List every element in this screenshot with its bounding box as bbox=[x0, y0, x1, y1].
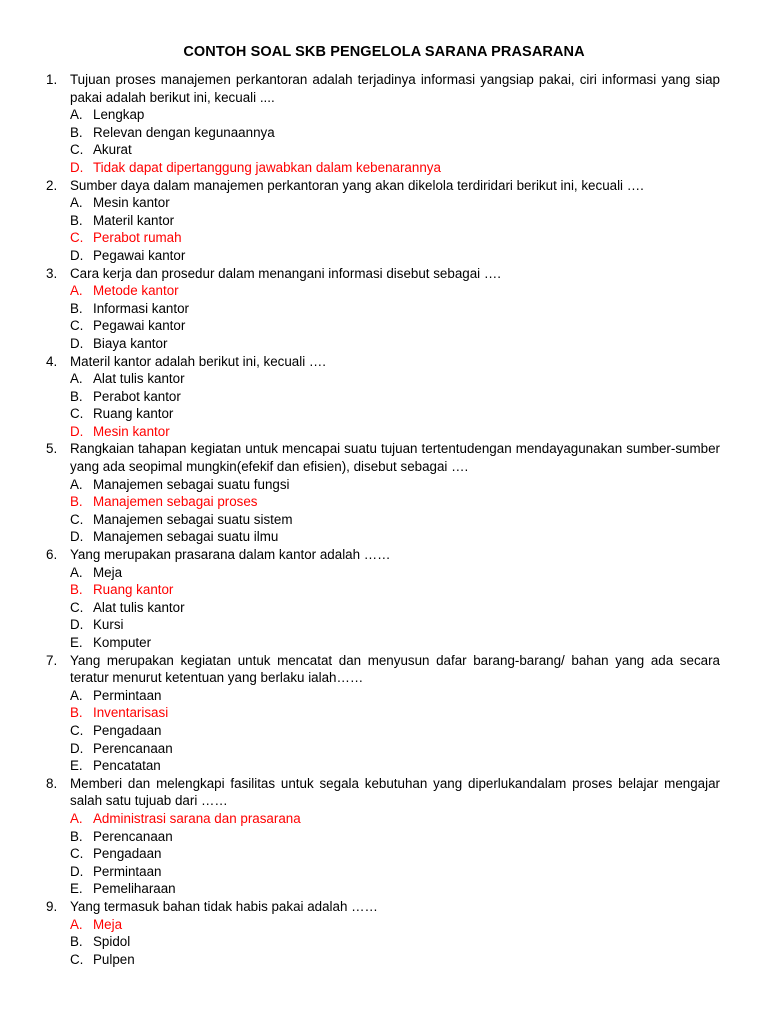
question-list bbox=[0, 71, 768, 968]
option-text: Akurat bbox=[93, 142, 132, 158]
answer-option bbox=[0, 845, 768, 863]
option-text: Metode kantor bbox=[93, 283, 179, 299]
option-letter: B. bbox=[70, 494, 83, 510]
option-text: Pegawai kantor bbox=[93, 318, 186, 334]
option-letter: D. bbox=[70, 529, 84, 545]
answer-option-correct bbox=[0, 229, 768, 247]
option-text: Ruang kantor bbox=[93, 582, 174, 598]
question-stem bbox=[0, 71, 768, 106]
answer-option-correct bbox=[0, 423, 768, 441]
option-letter: A. bbox=[70, 916, 83, 932]
question-text: Cara kerja dan prosedur dalam menangani informasi disebut sebagai …. bbox=[70, 265, 501, 281]
answer-option bbox=[0, 300, 768, 318]
option-letter: A. bbox=[70, 810, 83, 826]
option-text: Pemeliharaan bbox=[93, 881, 176, 897]
question-text: Sumber daya dalam manajemen perkantoran yang akan dikelola terdiridari berikut ini, kecuali …. bbox=[70, 177, 644, 193]
answer-option bbox=[0, 476, 768, 494]
option-letter: A. bbox=[70, 687, 83, 703]
answer-option bbox=[0, 124, 768, 142]
answer-option bbox=[0, 863, 768, 881]
answer-option-correct bbox=[0, 282, 768, 300]
option-letter: A. bbox=[70, 564, 83, 580]
question-text: Materil kantor adalah berikut ini, kecuali …. bbox=[70, 353, 327, 369]
answer-option bbox=[0, 722, 768, 740]
question-stem bbox=[0, 546, 768, 564]
option-letter: B. bbox=[70, 582, 83, 598]
option-letter: A. bbox=[70, 371, 83, 387]
document-title: CONTOH SOAL SKB PENGELOLA SARANA PRASARANA bbox=[183, 44, 585, 60]
option-text: Pengadaan bbox=[93, 846, 162, 862]
question-item bbox=[0, 652, 768, 775]
answer-option-correct bbox=[0, 810, 768, 828]
question-number: 4. bbox=[46, 353, 58, 369]
option-letter: C. bbox=[70, 951, 84, 967]
answer-option-correct bbox=[0, 704, 768, 722]
question-stem bbox=[0, 353, 768, 371]
answer-option bbox=[0, 616, 768, 634]
option-text: Meja bbox=[93, 564, 123, 580]
option-letter: B. bbox=[70, 388, 83, 404]
option-text: Tidak dapat dipertanggung jawabkan dalam kebenarannya bbox=[93, 159, 441, 175]
option-text: Perencanaan bbox=[93, 828, 173, 844]
option-text: Manajemen sebagai suatu fungsi bbox=[93, 476, 290, 492]
question-text: Rangkaian tahapan kegiatan untuk mencapai suatu tujuan tertentudengan mendayagunakan sumber-sumber yang ada seopimal mungkin(efekif dan efisien), disebut sebagai …. bbox=[70, 441, 720, 475]
option-letter: B. bbox=[70, 705, 83, 721]
option-text: Meja bbox=[93, 916, 123, 932]
option-letter: C. bbox=[70, 318, 84, 334]
question-item bbox=[0, 440, 768, 546]
option-text: Manajemen sebagai suatu ilmu bbox=[93, 529, 279, 545]
question-stem bbox=[0, 652, 768, 687]
question-text: Yang termasuk bahan tidak habis pakai adalah …… bbox=[70, 898, 378, 914]
option-letter: E. bbox=[70, 881, 83, 897]
answer-option bbox=[0, 933, 768, 951]
option-text: Ruang kantor bbox=[93, 406, 174, 422]
answer-option bbox=[0, 335, 768, 353]
answer-option bbox=[0, 880, 768, 898]
answer-option bbox=[0, 388, 768, 406]
option-letter: D. bbox=[70, 159, 84, 175]
option-text: Permintaan bbox=[93, 687, 162, 703]
answer-option bbox=[0, 828, 768, 846]
answer-option bbox=[0, 212, 768, 230]
answer-option bbox=[0, 757, 768, 775]
question-number: 9. bbox=[46, 898, 58, 914]
option-letter: A. bbox=[70, 107, 83, 123]
option-letter: D. bbox=[70, 423, 84, 439]
answer-option bbox=[0, 141, 768, 159]
question-stem bbox=[0, 440, 768, 475]
question-stem bbox=[0, 265, 768, 283]
question-item bbox=[0, 71, 768, 177]
option-text: Komputer bbox=[93, 635, 152, 650]
option-text: Manajemen sebagai suatu sistem bbox=[93, 511, 293, 527]
option-text: Relevan dengan kegunaannya bbox=[93, 124, 275, 140]
question-number: 1. bbox=[46, 72, 58, 87]
question-item bbox=[0, 898, 768, 968]
option-letter: D. bbox=[70, 247, 84, 263]
option-text: Alat tulis kantor bbox=[93, 371, 185, 387]
option-letter: C. bbox=[70, 406, 84, 422]
question-item bbox=[0, 353, 768, 441]
option-text: Administrasi sarana dan prasarana bbox=[93, 810, 301, 826]
option-letter: C. bbox=[70, 846, 84, 862]
option-text: Informasi kantor bbox=[93, 300, 190, 316]
question-number: 7. bbox=[46, 652, 58, 668]
option-letter: D. bbox=[70, 335, 84, 351]
option-letter: B. bbox=[70, 934, 83, 950]
option-letter: A. bbox=[70, 283, 83, 299]
option-text: Pegawai kantor bbox=[93, 247, 186, 263]
option-letter: D. bbox=[70, 740, 84, 756]
option-text: Permintaan bbox=[93, 863, 162, 879]
option-letter: B. bbox=[70, 828, 83, 844]
option-text: Perabot kantor bbox=[93, 388, 181, 404]
question-number: 8. bbox=[46, 775, 58, 791]
option-text: Kursi bbox=[93, 617, 124, 633]
option-text: Spidol bbox=[93, 934, 131, 950]
question-item bbox=[0, 546, 768, 652]
option-letter: A. bbox=[70, 195, 83, 211]
answer-option bbox=[0, 317, 768, 335]
question-stem bbox=[0, 177, 768, 195]
question-stem bbox=[0, 775, 768, 810]
answer-option bbox=[0, 528, 768, 546]
option-text: Inventarisasi bbox=[93, 705, 169, 721]
option-text: Perencanaan bbox=[93, 740, 173, 756]
answer-option-correct bbox=[0, 159, 768, 177]
question-text: Yang merupakan kegiatan untuk mencatat dan menyusun dafar barang-barang/ bahan yang ada secara teratur menurut ketentuan yang berlaku ialah…… bbox=[70, 652, 720, 686]
answer-option bbox=[0, 370, 768, 388]
option-text: Mesin kantor bbox=[93, 195, 170, 211]
option-text: Materil kantor bbox=[93, 212, 175, 228]
option-letter: D. bbox=[70, 617, 84, 633]
question-number: 5. bbox=[46, 441, 58, 457]
answer-option bbox=[0, 194, 768, 212]
answer-option bbox=[0, 564, 768, 582]
question-number: 2. bbox=[46, 177, 58, 193]
answer-option-correct bbox=[0, 581, 768, 599]
option-letter: A. bbox=[70, 476, 83, 492]
answer-option-correct bbox=[0, 493, 768, 511]
answer-option bbox=[0, 405, 768, 423]
option-text: Perabot rumah bbox=[93, 230, 182, 246]
question-number: 6. bbox=[46, 547, 58, 563]
option-text: Manajemen sebagai proses bbox=[93, 494, 258, 510]
option-letter: B. bbox=[70, 124, 83, 140]
answer-option bbox=[0, 951, 768, 969]
answer-option bbox=[0, 247, 768, 265]
question-text: Memberi dan melengkapi fasilitas untuk segala kebutuhan yang diperlukandalam proses belajar mengajar salah satu tujuab dari …… bbox=[70, 775, 720, 809]
answer-option bbox=[0, 740, 768, 758]
question-text: Tujuan proses manajemen perkantoran adalah terjadinya informasi yangsiap pakai, ciri informasi yang siap pakai adalah berikut ini, kecuali .... bbox=[70, 72, 720, 105]
question-text: Yang merupakan prasarana dalam kantor adalah …… bbox=[70, 547, 391, 563]
option-letter: B. bbox=[70, 300, 83, 316]
option-letter: C. bbox=[70, 599, 84, 615]
answer-option bbox=[0, 599, 768, 617]
question-item bbox=[0, 775, 768, 898]
option-letter: C. bbox=[70, 142, 84, 158]
option-letter: B. bbox=[70, 212, 83, 228]
option-text: Alat tulis kantor bbox=[93, 599, 185, 615]
answer-option bbox=[0, 511, 768, 529]
answer-option bbox=[0, 106, 768, 124]
question-item bbox=[0, 177, 768, 265]
option-text: Biaya kantor bbox=[93, 335, 168, 351]
option-text: Lengkap bbox=[93, 107, 145, 123]
option-text: Pengadaan bbox=[93, 722, 162, 738]
option-letter: C. bbox=[70, 722, 84, 738]
answer-option bbox=[0, 634, 768, 652]
option-letter: C. bbox=[70, 230, 84, 246]
option-letter: E. bbox=[70, 635, 83, 650]
option-letter: D. bbox=[70, 863, 84, 879]
answer-option bbox=[0, 687, 768, 705]
question-number: 3. bbox=[46, 265, 58, 281]
option-text: Pulpen bbox=[93, 951, 135, 967]
question-item bbox=[0, 265, 768, 353]
question-stem bbox=[0, 898, 768, 916]
answer-option-correct bbox=[0, 916, 768, 934]
option-letter: C. bbox=[70, 511, 84, 527]
option-letter: E. bbox=[70, 758, 83, 774]
option-text: Mesin kantor bbox=[93, 423, 170, 439]
option-text: Pencatatan bbox=[93, 758, 161, 774]
